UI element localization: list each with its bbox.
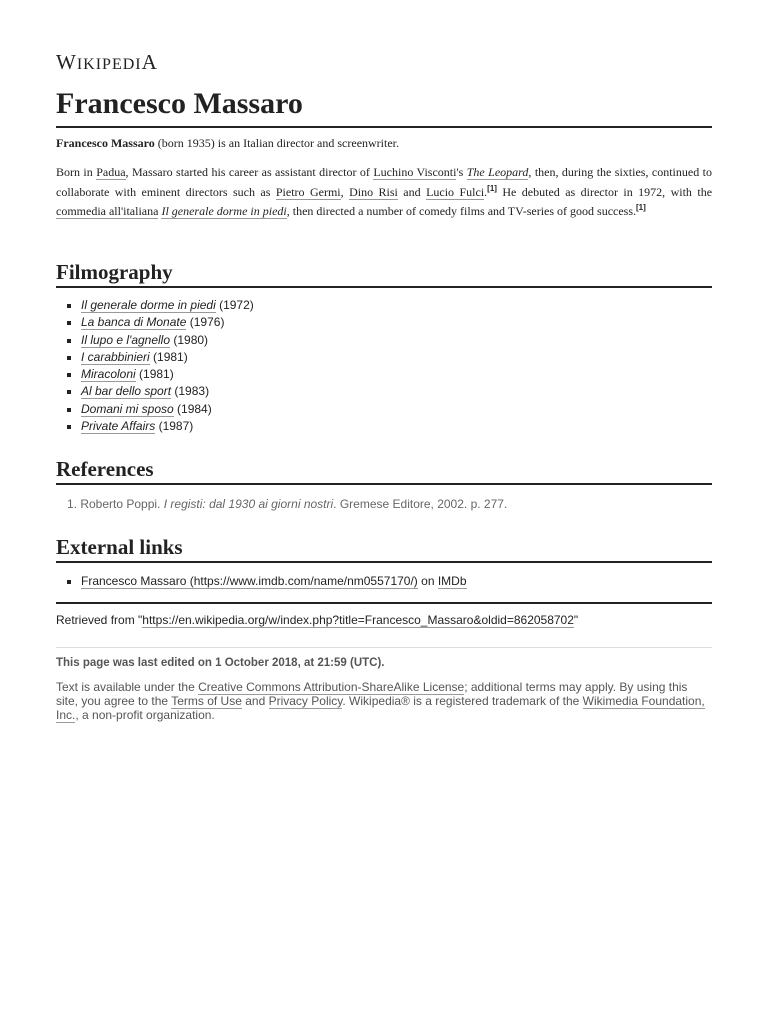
retrieved-from — [56, 602, 712, 628]
film-title: Il lupo e l'agnello — [81, 332, 171, 347]
body-text: , Massaro started his career as assistant director of — [125, 165, 374, 179]
film-title: Domani mi sposo — [81, 401, 174, 416]
film-link[interactable] — [81, 402, 174, 417]
license-text — [56, 680, 712, 722]
heading-external-links: External links — [56, 533, 712, 563]
film-link[interactable] — [81, 419, 155, 434]
link-il-generale-dorme-in-piedi[interactable] — [161, 204, 286, 219]
film-year: (1972) — [215, 298, 254, 312]
film-year: (1984) — [173, 401, 212, 416]
link-pietro-germi[interactable]: Pietro Germi — [275, 184, 341, 199]
film-link[interactable] — [81, 350, 150, 365]
link-imdb-profile[interactable]: Francesco Massaro (https://www.imdb.com/name/nm0557170/) — [81, 574, 418, 588]
wordmark-w: W — [56, 50, 77, 74]
link-il-generale-label: Il generale dorme in piedi — [161, 204, 287, 218]
list-item — [56, 314, 712, 331]
link-commedia-all-italiana[interactable]: commedia all'italiana — [56, 204, 159, 218]
last-edited: This page was last edited on 1 October 2018, at 21:59 (UTC). — [56, 647, 712, 670]
film-link[interactable] — [81, 298, 216, 313]
link-the-leopard[interactable] — [467, 165, 529, 180]
film-year: (1981) — [149, 349, 188, 364]
list-item — [56, 496, 712, 513]
film-year: (1987) — [155, 419, 194, 434]
list-item — [56, 332, 712, 349]
wordmark-a: A — [141, 50, 158, 74]
film-title: Miracoloni — [81, 367, 136, 382]
film-year: (1976) — [186, 315, 225, 330]
license-part: Text is available under the — [56, 680, 199, 694]
body-text: 's — [456, 165, 467, 179]
film-title: Private Affairs — [81, 419, 156, 434]
reference-work: I registi: dal 1930 ai giorni nostri — [163, 497, 334, 511]
heading-filmography: Filmography — [56, 258, 712, 288]
body-text: He debuted as director in 1972, with the — [496, 184, 713, 199]
wordmark-ikipedi: IKIPEDI — [76, 56, 142, 73]
film-link[interactable] — [81, 384, 171, 399]
link-wikimedia-foundation[interactable]: Wikimedia Foundation, Inc. — [56, 694, 705, 722]
license-part: . Wikipedia® is a registered trademark of the — [342, 694, 583, 708]
film-link[interactable] — [81, 333, 170, 348]
film-title: I carabbinieri — [81, 349, 150, 364]
link-padua[interactable]: Padua — [96, 165, 126, 179]
film-link[interactable] — [81, 367, 136, 382]
citation-ref-2[interactable]: [1] — [636, 203, 646, 212]
filmography-list — [56, 297, 712, 435]
list-item — [56, 297, 712, 314]
bullet-icon — [67, 373, 71, 377]
external-links-list — [56, 573, 712, 590]
body-text: , then, during the sixties, continued to collaborate with eminent directors such as — [56, 165, 712, 199]
link-imdb[interactable]: IMDb — [437, 574, 467, 588]
film-title: Al bar dello sport — [81, 384, 172, 399]
wikipedia-wordmark[interactable] — [56, 50, 158, 75]
bullet-icon — [67, 321, 71, 325]
film-year: (1980) — [170, 332, 209, 347]
bullet-icon — [67, 304, 71, 308]
bullet-icon — [67, 390, 71, 394]
page-title: Francesco Massaro — [56, 84, 712, 128]
license-part: , a non-profit organization. — [75, 708, 215, 722]
body-text: . — [484, 184, 488, 199]
bullet-icon — [67, 339, 71, 343]
reference-publisher: . Gremese Editore, 2002. p. 277. — [333, 497, 508, 511]
body-text: , — [340, 184, 350, 199]
link-luchino-visconti[interactable]: Luchino Visconti — [373, 165, 457, 179]
list-item — [56, 383, 712, 400]
film-year: (1981) — [135, 367, 174, 382]
list-item — [56, 366, 712, 383]
heading-references: References — [56, 455, 712, 485]
references-list — [56, 496, 712, 513]
bullet-icon — [67, 408, 71, 412]
bullet-icon — [67, 425, 71, 429]
lead-paragraph — [56, 135, 712, 151]
list-item — [56, 573, 712, 590]
film-link[interactable] — [81, 315, 186, 330]
license-part: and — [241, 694, 269, 708]
film-title: Il generale dorme in piedi — [81, 298, 216, 312]
link-terms-of-use[interactable]: Terms of Use — [171, 694, 242, 708]
reference-number: 1. — [67, 497, 81, 511]
bullet-icon — [67, 356, 71, 360]
film-year: (1983) — [171, 384, 210, 399]
body-text: and — [397, 184, 427, 199]
link-the-leopard-label: The Leopard — [466, 165, 529, 179]
link-dino-risi[interactable]: Dino Risi — [349, 184, 398, 199]
link-cc-license[interactable]: Creative Commons Attribution-ShareAlike License — [198, 680, 465, 694]
lead-bold-name: Francesco Massaro — [56, 136, 155, 150]
body-text: , then directed a number of comedy films and TV-series of good success. — [286, 204, 637, 218]
bullet-icon — [67, 580, 71, 584]
reference-author: Roberto Poppi. — [80, 497, 164, 511]
retrieved-suffix: " — [573, 613, 579, 627]
list-item — [56, 418, 712, 435]
link-lucio-fulci[interactable]: Lucio Fulci — [426, 184, 485, 199]
film-title: La banca di Monate — [81, 315, 187, 330]
body-paragraph — [56, 163, 712, 222]
citation-ref-1[interactable]: [1] — [487, 183, 497, 193]
license-part: ; additional terms may apply. By using this site, you agree to the — [56, 680, 688, 708]
body-text: Born in — [56, 165, 97, 179]
link-privacy-policy[interactable]: Privacy Policy — [268, 694, 343, 708]
retrieved-prefix: Retrieved from " — [56, 613, 143, 627]
lead-text: (born 1935) is an Italian director and screenwriter. — [154, 136, 400, 150]
link-retrieved-url[interactable]: https://en.wikipedia.org/w/index.php?title=Francesco_Massaro&oldid=862058702 — [142, 613, 574, 627]
list-item — [56, 401, 712, 418]
list-item — [56, 349, 712, 366]
external-on-text: on — [417, 574, 438, 588]
